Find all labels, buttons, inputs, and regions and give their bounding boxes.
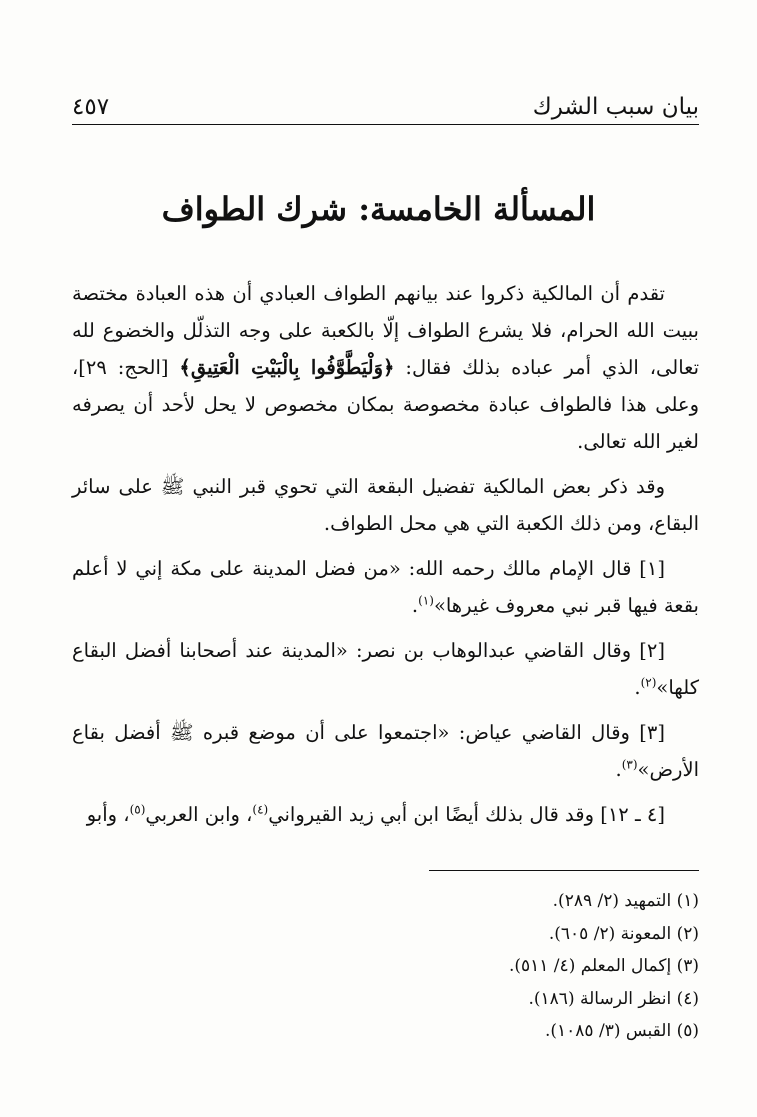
footnotes-list [72,885,699,1048]
paragraph-intro-text-a: تقدم أن المالكية ذكروا عند بيانهم الطواف العبادي أن هذه العبادة مختصة ببيت الله الحرام، فلا يشرع الطواف إلّا بالكعبة على وجه التذلّل والخضوع لله تعالى، الذي أمر عباده بذلك فقال: [72,282,699,379]
footnote-ref-4: (٤) [252,802,269,817]
footnote-ref-1: (١) [418,593,434,608]
paragraph-quote-abdulwahhab [72,632,699,706]
quote-abdulwahhab-text: [٢] وقال القاضي عبدالوهاب بن نصر: «المدينة عند أصحابنا أفضل البقاع كلها» [72,639,699,699]
footnote-ref-3: (٣) [621,757,638,772]
header-rule [72,124,699,125]
footnote-1: (١) التمهيد (٢/ ٢٨٩). [552,891,699,911]
paragraph-intro [72,275,699,460]
paragraph-quote-iyad [72,714,699,788]
others-text-a: [٤ ـ ١٢] وقد قال بذلك أيضًا ابن أبي زيد القيرواني [268,803,665,826]
quote-iyad-text: [٣] وقال القاضي عياض: «اجتمعوا على أن موضع قبره ﷺ أفضل بقاع الأرض» [72,721,699,781]
quote-abdulwahhab-end: . [634,676,641,699]
paragraph-quote-malik [72,550,699,624]
footnote-4: (٤) انظر الرسالة (١٨٦). [528,988,699,1009]
quote-iyad-end: . [615,758,622,781]
footnote-5: (٥) القبس (٣/ ١٠٨٥). [544,1021,699,1041]
quran-verse: ﴿وَلْيَطَّوَّفُوا بِالْبَيْتِ الْعَتِيقِ﴾ [179,356,395,379]
footnote-ref-5: (٥) [129,802,146,817]
footnote-2: (٢) المعونة (٢/ ٦٠٥). [548,923,699,944]
paragraph-maliki-preference: وقد ذكر بعض المالكية تفضيل البقعة التي تحوي قبر النبي ﷺ على سائر البقاع، ومن ذلك الكعبة التي هي محل الطواف. [72,475,699,535]
quote-malik-end: . [411,594,419,617]
quote-malik-text: [١] قال الإمام مالك رحمه الله: «من فضل المدينة على مكة إني لا أعلم بقعة فيها قبر نبي معروف غيرها» [72,557,699,617]
page-number: ٤٥٧ [72,94,110,120]
main-text [72,275,699,841]
footnote-3: (٣) إكمال المعلم (٤/ ٥١١). [508,956,699,976]
chapter-title: المسألة الخامسة: شرك الطواف [161,190,596,228]
others-text-b: ، وابن العربي [145,803,253,826]
others-text-c: ، وأبو [86,803,130,826]
footnote-ref-2: (٢) [640,675,657,690]
paragraph-others [72,796,699,833]
running-title: بيان سبب الشرك [532,94,699,120]
page-header [72,86,699,120]
paragraph-intro-text-b: [الحج: ٢٩]، وعلى هذا فالطواف عبادة مخصوصة بمكان مخصوص لا يحل لأحد أن يصرفه لغير الله تعالى. [72,356,699,453]
footnote-separator [429,870,699,871]
